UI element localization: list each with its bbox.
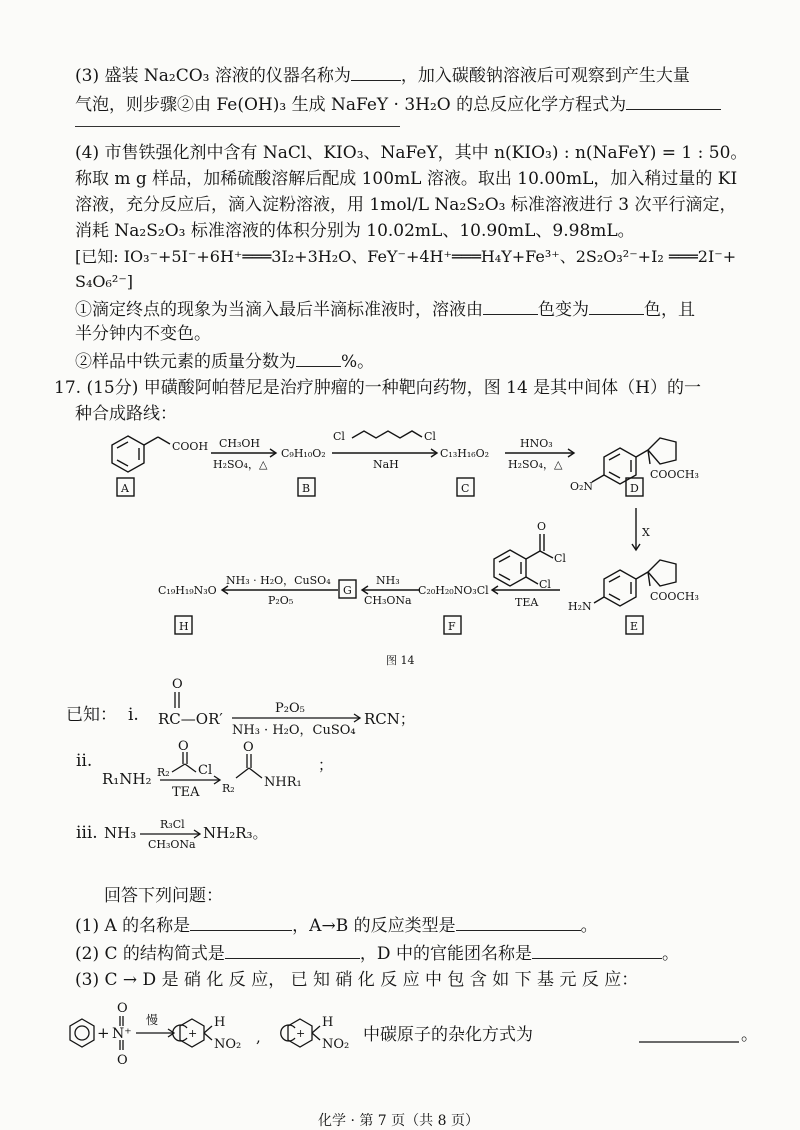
known-iii-right: NH₂R₃。 <box>203 824 268 842</box>
known-ii-prod-o: O <box>243 740 254 755</box>
arenium-no2-1: NO₂ <box>214 1037 242 1052</box>
H-formula: C₁₉H₁₉N₃O <box>158 584 217 597</box>
q16-sub1-cont: 半分钟内不变色。 <box>75 324 211 344</box>
figure-caption: 图 14 <box>386 654 415 667</box>
box-H-letter: H <box>179 620 189 633</box>
q16-part4-line3: 溶液，充分反应后，滴入淀粉溶液，用 1mol/L Na₂S₂O₃ 标准溶液进行 3 次平行滴定， <box>75 195 737 215</box>
q17-heading-2: 种合成路线： <box>75 404 177 424</box>
known-i-bot: NH₃ · H₂O，CuSO₄ <box>232 723 356 738</box>
A-cooh: COOH <box>172 440 209 453</box>
r1-bot: H₂SO₄，△ <box>213 458 268 471</box>
box-E-letter: E <box>630 620 639 633</box>
x-label: X <box>642 526 650 539</box>
F-formula: C₂₀H₂₀NO₃Cl <box>418 584 489 597</box>
q17-heading-1: 17. (15分) 甲磺酸阿帕替尼是治疗肿瘤的一种靶向药物，图 14 是其中间体（H）的一 <box>54 378 702 398</box>
answer-blank-line[interactable] <box>75 126 400 127</box>
C-formula: C₁₃H₁₆O₂ <box>440 447 490 460</box>
arenium-h-2: H <box>322 1015 334 1030</box>
r3-top: HNO₃ <box>520 437 553 450</box>
svg-text:+: + <box>97 1024 110 1042</box>
q16-part4-line4: 消耗 Na₂S₂O₃ 标准溶液的体积分别为 10.02mL、10.90mL、9.98mL。 <box>75 221 635 241</box>
q16-part4-line1: (4) 市售铁强化剂中含有 NaCl、KIO₃、NaFeY，其中 n(KIO₃) : n(NaFeY) = 1 : 50。 <box>75 143 748 163</box>
B-formula: C₉H₁₀O₂ <box>281 447 326 460</box>
known-i-right: RCN； <box>364 710 415 728</box>
known-iii-left: NH₃ <box>104 824 137 842</box>
answer-blank[interactable] <box>532 940 662 959</box>
r5-top: NH₃ <box>376 574 400 587</box>
nitro-o-bot: O <box>117 1053 128 1068</box>
known-ii-bot: TEA <box>172 785 200 800</box>
arenium-no2-2: NO₂ <box>322 1037 350 1052</box>
cyclopentane-D <box>648 438 676 464</box>
known-i-top: P₂O₅ <box>275 701 305 716</box>
nitronium-n: N⁺ <box>112 1026 132 1042</box>
question-tail: 中碳原子的杂化方式为 <box>363 1025 533 1045</box>
svg-text:,: , <box>256 1028 261 1046</box>
known-ii-r2: R₂ <box>157 766 170 779</box>
answer-blank[interactable] <box>190 912 292 931</box>
benzene-ring-1 <box>70 1019 94 1047</box>
E-nh2: H₂N <box>568 600 592 613</box>
q16-part4-line2: 称取 m g 样品，加稀硫酸溶解后配成 100mL 溶液。取出 10.00mL，加入稍过量的 KI <box>75 169 738 189</box>
D-no2: O₂N <box>570 480 594 493</box>
nitration-steps <box>0 990 800 1070</box>
r2-cl-right: Cl <box>424 430 436 443</box>
known-i-num: ⅰ. <box>128 705 139 725</box>
q16-sub2: ②样品中铁元素的质量分数为 %。 <box>75 348 374 374</box>
known-iii-top: R₃Cl <box>160 818 185 831</box>
tea: TEA <box>515 596 539 609</box>
acyl-cl: Cl <box>554 552 566 565</box>
cyclopentane-E <box>648 560 676 586</box>
box-D-letter: D <box>630 482 639 495</box>
nitro-o-top: O <box>117 1001 128 1016</box>
r6-top: NH₃ · H₂O，CuSO₄ <box>226 574 331 587</box>
answer-3: (3) C → D 是 硝 化 反 应， 已 知 硝 化 反 应 中 包 含 如 下 基 元 反 应： <box>75 970 639 990</box>
known-ii-prod-r2: R₂ <box>222 782 235 795</box>
dichloride-chain <box>352 431 422 438</box>
q16-known-line1: [已知: IO₃⁻+5I⁻+6H⁺═══3I₂+3H₂O、FeY⁻+4H⁺═══H₄Y+Fe³⁺、2S₂O₃²⁻+I₂ ═══2I⁻+ <box>75 247 737 266</box>
synthesis-scheme <box>0 420 800 680</box>
r3-bot: H₂SO₄，△ <box>508 458 563 471</box>
answer-blank[interactable] <box>483 296 538 315</box>
r5-bot: CH₃ONa <box>364 594 412 607</box>
known-ii-num: ⅱ. <box>76 751 93 771</box>
answer-2: (2) C 的结构简式是 ，D 中的官能团名称是 。 <box>75 940 679 966</box>
svg-text:+: + <box>188 1027 198 1040</box>
r1-top: CH₃OH <box>219 437 261 450</box>
acyl-o: O <box>537 520 547 533</box>
known-ii-semicolon: ； <box>318 756 334 774</box>
known-iii-num: ⅲ. <box>76 823 98 843</box>
answers-intro: 回答下列问题： <box>104 886 223 906</box>
q16-part3-line2: 气泡，则步骤②由 Fe(OH)₃ 生成 NaFeY · 3H₂O 的总反应化学方程式为 <box>75 91 721 117</box>
answer-blank[interactable] <box>626 91 721 110</box>
box-G-letter: G <box>343 584 352 597</box>
acyl-cl2: Cl <box>539 578 551 591</box>
box-C-letter: C <box>461 482 470 495</box>
known-i-o: O <box>172 677 183 692</box>
q16-known-line2: S₄O₆²⁻] <box>75 272 134 291</box>
answer-blank[interactable] <box>589 296 644 315</box>
answer-1: (1) A 的名称是 ，A→B 的反应类型是 。 <box>75 912 598 938</box>
answer-blank[interactable] <box>456 912 581 931</box>
r2-cl-left: Cl <box>333 430 345 443</box>
known-i-left: RC—OR′ <box>158 710 223 728</box>
answer-blank[interactable] <box>225 940 360 959</box>
svg-text:+: + <box>296 1027 306 1040</box>
page-footer: 化学 · 第 7 页（共 8 页） <box>318 1113 479 1129</box>
known-iii-bot: CH₃ONa <box>148 838 196 851</box>
E-cooch3: COOCH₃ <box>650 590 699 603</box>
known-ii-o: O <box>178 739 189 754</box>
answer-blank[interactable] <box>296 348 341 367</box>
q16-sub1: ①滴定终点的现象为当滴入最后半滴标准液时，溶液由 色变为 色，且 <box>75 296 695 322</box>
box-B-letter: B <box>302 482 311 495</box>
known-ii-cl: Cl <box>198 763 213 778</box>
box-F-letter: F <box>448 620 456 633</box>
q16-part3-line1: (3) 盛装 Na₂CO₃ 溶液的仪器名称为 ，加入碳酸钠溶液后可观察到产生大量 <box>75 62 690 88</box>
D-cooch3: COOCH₃ <box>650 468 699 481</box>
slow-label: 慢 <box>146 1013 159 1027</box>
known-reactions <box>0 670 800 870</box>
answer-blank[interactable] <box>351 62 401 81</box>
r6-bot: P₂O₅ <box>268 594 294 607</box>
known-label: 已知： <box>66 705 117 725</box>
question-end: 。 <box>741 1025 758 1045</box>
arenium-h-1: H <box>214 1015 226 1030</box>
known-ii-left: R₁NH₂ <box>102 770 152 788</box>
box-A-letter: A <box>121 482 129 495</box>
known-ii-prod-n: NHR₁ <box>264 775 302 790</box>
r2-bot: NaH <box>373 458 399 471</box>
